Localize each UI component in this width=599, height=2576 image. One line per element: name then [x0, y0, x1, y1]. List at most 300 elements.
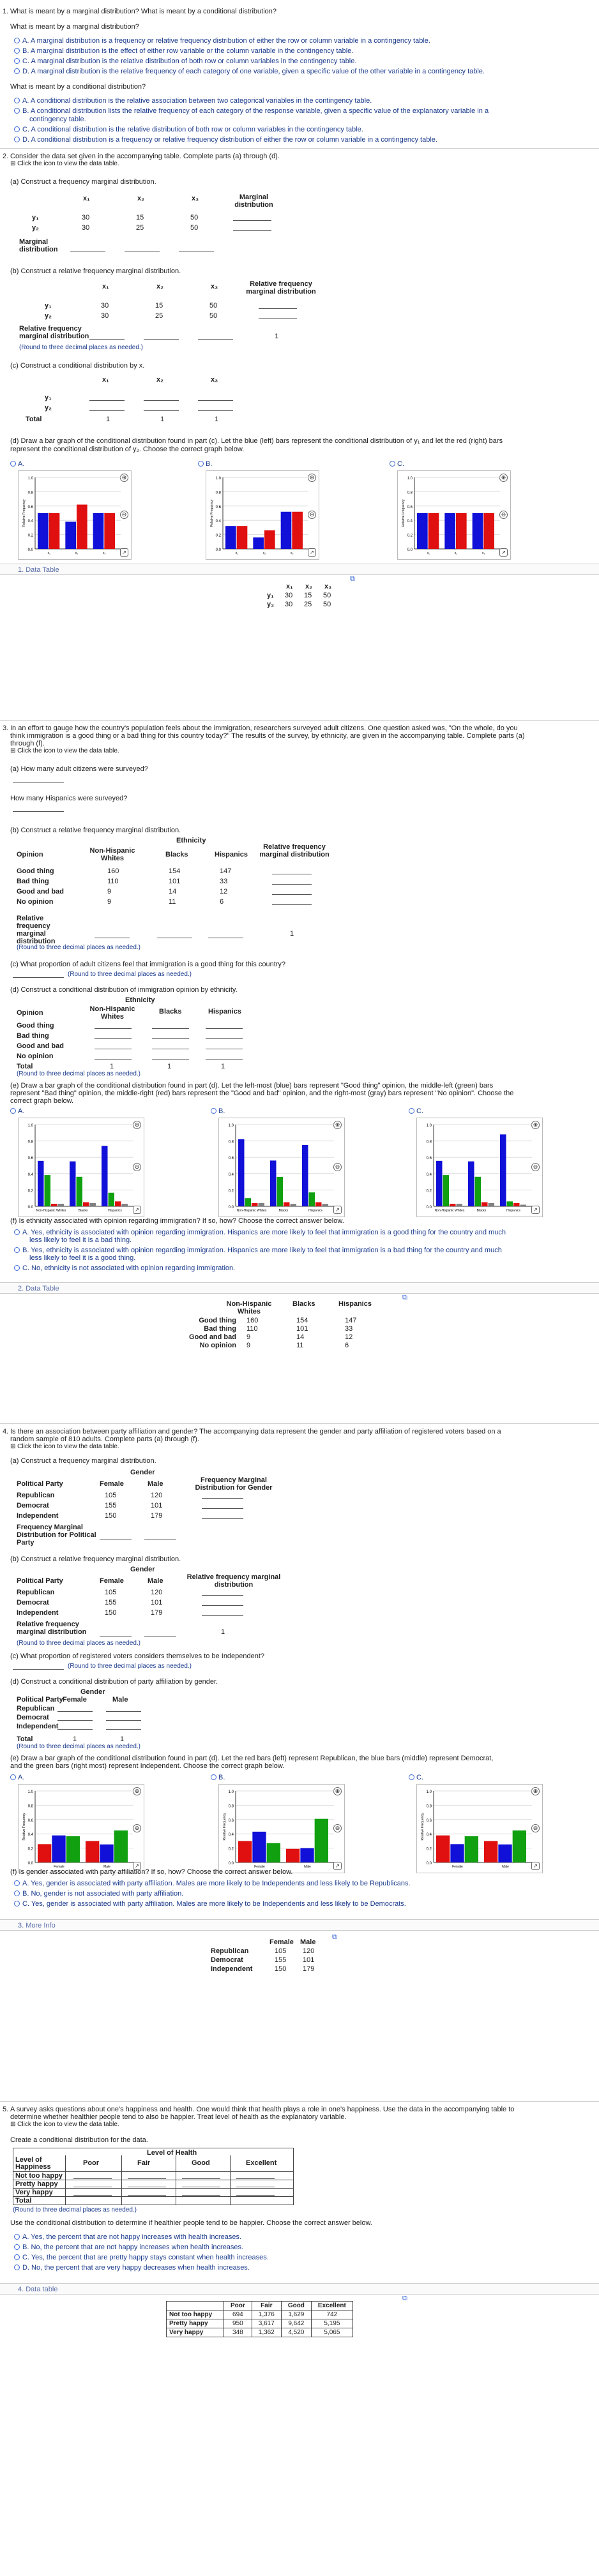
- answer-input[interactable]: [95, 1059, 132, 1060]
- answer-input[interactable]: [202, 1605, 243, 1606]
- answer-input[interactable]: [202, 1615, 243, 1616]
- option-1c[interactable]: [14, 57, 356, 65]
- bar: [77, 1177, 83, 1206]
- radio-icon[interactable]: [14, 38, 20, 43]
- bar-chart: [21, 1122, 142, 1218]
- answer-input[interactable]: [128, 2178, 166, 2179]
- data-table-link[interactable]: ⊞ Click the icon to view the data table.: [10, 160, 119, 167]
- cell: 5,065: [311, 2328, 353, 2337]
- row-header: Total: [17, 1735, 33, 1743]
- cell: 1,376: [252, 2310, 281, 2319]
- row-header: Good thing: [17, 867, 54, 875]
- radio-icon[interactable]: [14, 108, 20, 114]
- row-header: Relative frequency marginal distribution: [19, 325, 89, 340]
- y-tick-label: 1.0: [27, 1124, 33, 1128]
- conditional-table: [17, 1687, 183, 1751]
- data-table-link[interactable]: ⊞ Click the icon to view the data table.: [10, 2121, 119, 2128]
- cell: 11: [296, 1342, 304, 1349]
- answer-input[interactable]: [198, 400, 233, 401]
- x-tick-label: Blacks: [278, 1209, 289, 1213]
- y-tick-label: 1.0: [407, 477, 413, 481]
- part-d-label: (d) Draw a bar graph of the conditional distribution found in part (c). Let the blue (left) bars represent the conditional distribution of y₁ and let the red (right) bars: [10, 437, 503, 445]
- answer-input[interactable]: [233, 220, 271, 221]
- cell: 105: [275, 1947, 287, 1955]
- radio-icon[interactable]: [14, 68, 20, 74]
- external-link-icon[interactable]: ↗: [133, 1862, 141, 1870]
- option-2b[interactable]: [14, 107, 489, 115]
- x-tick-label: x₃: [291, 551, 294, 555]
- y-tick-label: 0.8: [426, 1804, 432, 1809]
- cell: 101: [169, 878, 181, 885]
- graph-option-radio[interactable]: [198, 460, 212, 468]
- zoom-in-icon[interactable]: ⊕: [531, 1121, 540, 1129]
- col-header: Female: [63, 1696, 87, 1704]
- external-link-icon[interactable]: ↗: [308, 548, 316, 557]
- bar: [65, 521, 76, 549]
- answer-input[interactable]: [144, 410, 179, 411]
- cell: 120: [151, 1589, 163, 1596]
- y-tick-label: 0.8: [27, 1804, 33, 1809]
- x-tick-label: x₃: [103, 551, 106, 555]
- external-link-icon[interactable]: ↗: [499, 548, 508, 557]
- bar: [292, 512, 303, 549]
- x-tick-label: x₂: [262, 551, 266, 555]
- option-label: A. Yes, ethnicity is associated with opinion regarding immigration. Hispanics are more likely to feel that immigration is a good thing for the country and much: [22, 1229, 506, 1236]
- question-header: Is there an association between party affiliation and gender? The accompanying data represent the gender and party affiliation of registered voters based on a: [10, 1428, 501, 1435]
- y-tick-label: 0.6: [27, 505, 33, 509]
- row-header: Good thing: [17, 1022, 54, 1030]
- answer-input[interactable]: [236, 2195, 275, 2196]
- col-header: Female: [269, 1938, 294, 1946]
- answer-input[interactable]: [89, 410, 125, 411]
- table-header-row: [167, 2302, 353, 2310]
- option-label: B. No, the percent that are not happy increases when health increases.: [22, 2243, 244, 2251]
- row-header: y₁: [32, 214, 39, 221]
- part-c-label: (c) What proportion of adult citizens feel that immigration is a good thing for this country?: [10, 961, 286, 968]
- y-tick-label: 1.0: [426, 1790, 432, 1794]
- table-icon: ⊞: [10, 747, 18, 754]
- option-1a[interactable]: [14, 37, 430, 45]
- answer-input[interactable]: [236, 2178, 275, 2179]
- radio-icon[interactable]: [14, 126, 20, 132]
- option-2d[interactable]: [14, 136, 437, 144]
- answer-input[interactable]: [106, 1720, 141, 1721]
- row-header: y₁: [45, 394, 52, 401]
- question-3: [0, 720, 599, 1422]
- answer-input[interactable]: [233, 230, 271, 231]
- option-f-c[interactable]: [14, 1264, 235, 1272]
- bar: [114, 1831, 128, 1862]
- answer-input[interactable]: [13, 782, 64, 783]
- cell: 50: [190, 214, 199, 221]
- option-d[interactable]: [14, 2264, 250, 2272]
- question-header: A survey asks questions about one's happiness and health. One would think that health plays a role in one's happiness. Use the data in the accompanying table to: [10, 2106, 515, 2113]
- answer-input[interactable]: [202, 1595, 243, 1596]
- bar: [104, 513, 115, 549]
- answer-input[interactable]: [95, 1028, 132, 1029]
- option-2a[interactable]: [14, 97, 372, 105]
- external-link-icon[interactable]: ↗: [133, 1206, 141, 1214]
- radio-icon[interactable]: [14, 1265, 20, 1271]
- zoom-in-icon[interactable]: ⊕: [499, 474, 508, 482]
- total-one: 1: [160, 416, 165, 423]
- col-header: Excellent: [311, 2302, 353, 2310]
- cell: 30: [82, 224, 90, 232]
- bar: [513, 1831, 526, 1862]
- bar: [498, 1845, 512, 1862]
- x-tick-label: Non-Hispanic Whites: [236, 1209, 267, 1213]
- answer-input[interactable]: [13, 977, 64, 978]
- answer-input[interactable]: [152, 1038, 189, 1039]
- cell: 105: [105, 1492, 117, 1499]
- question-header: Consider the data set given in the accompanying table. Complete parts (a) through (d).: [10, 153, 280, 160]
- option-label: A. Yes, gender is associated with party affiliation. Males are more likely to be Independents and less likely to be Republicans.: [22, 1880, 411, 1887]
- option-label: B. A marginal distribution is the effect of either row variable or the column variable in the contingency table.: [22, 47, 354, 55]
- answer-input[interactable]: [182, 2195, 220, 2196]
- radio-icon[interactable]: [14, 58, 20, 64]
- col-header: Excellent: [246, 2159, 277, 2167]
- radio-icon[interactable]: [14, 2234, 20, 2240]
- total-one: 1: [221, 1628, 225, 1636]
- answer-input[interactable]: [106, 1711, 141, 1712]
- y-tick-label: 0.4: [426, 1172, 432, 1177]
- data-table-header[interactable]: 4. Data table: [0, 2283, 599, 2295]
- zoom-out-icon[interactable]: ⊖: [531, 1163, 540, 1171]
- option-1b[interactable]: [14, 47, 353, 55]
- answer-input[interactable]: [144, 339, 179, 340]
- zoom-out-icon[interactable]: ⊖: [120, 511, 128, 519]
- zoom-in-icon[interactable]: ⊕: [120, 474, 128, 482]
- bar: [83, 1202, 89, 1206]
- bar: [253, 537, 264, 549]
- y-tick-label: 0.4: [27, 1172, 33, 1177]
- row-header: Good thing: [199, 1317, 236, 1324]
- answer-input[interactable]: [13, 1669, 64, 1670]
- row-header: Total: [26, 416, 42, 423]
- answer-input[interactable]: [73, 2178, 112, 2179]
- radio-icon[interactable]: [409, 1108, 414, 1114]
- bar: [484, 1841, 497, 1862]
- cell: 30: [101, 312, 109, 320]
- y-tick-label: 0.2: [27, 1847, 33, 1852]
- frequency-table: [17, 1467, 291, 1550]
- zoom-out-icon[interactable]: ⊖: [333, 1163, 342, 1171]
- radio-icon[interactable]: [14, 2265, 20, 2270]
- answer-input[interactable]: [202, 1518, 243, 1519]
- row-header: Relative frequency marginal distribution: [17, 1621, 87, 1636]
- expand-icon[interactable]: ⧉: [350, 575, 355, 583]
- answer-input[interactable]: [152, 1028, 189, 1029]
- answer-input[interactable]: [57, 1711, 93, 1712]
- bar: [473, 513, 483, 549]
- y-tick-label: 0.2: [228, 1847, 234, 1852]
- option-f-b[interactable]: [14, 1247, 502, 1254]
- answer-input[interactable]: [272, 904, 312, 905]
- bar: [291, 1204, 297, 1206]
- external-link-icon[interactable]: ↗: [531, 1862, 540, 1870]
- row-header: y₂: [267, 601, 275, 608]
- radio-icon[interactable]: [10, 1108, 16, 1114]
- bar: [450, 1844, 464, 1862]
- cell: 4,520: [281, 2328, 311, 2337]
- zoom-out-icon[interactable]: ⊖: [333, 1824, 342, 1832]
- graph-option-a: [10, 1107, 144, 1221]
- answer-input[interactable]: [152, 1059, 189, 1060]
- answer-input[interactable]: [206, 1059, 243, 1060]
- radio-icon[interactable]: [14, 98, 20, 103]
- part-b-label: (b) Construct a relative frequency marginal distribution.: [10, 267, 181, 275]
- row-header: Good and bad: [17, 888, 64, 895]
- question-2: [0, 148, 599, 670]
- row-header: Total: [15, 2197, 32, 2205]
- cell: 9,642: [281, 2319, 311, 2328]
- radio-icon[interactable]: [14, 1880, 20, 1886]
- option-f-a[interactable]: [14, 1880, 411, 1887]
- y-tick-label: 0.2: [426, 1189, 432, 1194]
- graph-option-radio[interactable]: [390, 460, 404, 468]
- graph-option-c: [409, 1774, 543, 1877]
- external-link-icon[interactable]: ↗: [531, 1206, 540, 1214]
- answer-input[interactable]: [57, 1729, 93, 1730]
- zoom-out-icon[interactable]: ⊖: [308, 511, 316, 519]
- total-one: 1: [275, 333, 279, 340]
- option-2b-continued: contingency table.: [29, 116, 86, 123]
- graph-option-radio[interactable]: [211, 1107, 225, 1115]
- option-label: C. A conditional distribution is the relative distribution of both row or column variables in the contingency table.: [22, 126, 363, 133]
- expand-icon[interactable]: ⧉: [402, 2295, 407, 2302]
- rounding-note: (Round to three decimal places as needed.): [17, 944, 141, 951]
- option-b[interactable]: [14, 2243, 243, 2251]
- zoom-in-icon[interactable]: ⊕: [133, 1121, 141, 1129]
- x-tick-label: Male: [502, 1865, 509, 1869]
- radio-icon[interactable]: [409, 1774, 414, 1780]
- answer-input[interactable]: [128, 2195, 166, 2196]
- answer-input[interactable]: [259, 308, 297, 309]
- radio-icon[interactable]: [14, 2254, 20, 2260]
- question-5: [0, 2101, 599, 2576]
- radio-icon[interactable]: [10, 461, 16, 467]
- expand-icon[interactable]: ⧉: [402, 1294, 407, 1301]
- data-table-link[interactable]: ⊞ Click the icon to view the data table.: [10, 747, 119, 754]
- graph-option-radio[interactable]: [10, 1107, 24, 1115]
- bar: [93, 513, 104, 549]
- expand-icon[interactable]: ⧉: [332, 1933, 337, 1941]
- answer-input[interactable]: [198, 410, 233, 411]
- zoom-in-icon[interactable]: ⊕: [333, 1121, 342, 1129]
- data-table-header[interactable]: 2. Data Table: [0, 1282, 599, 1294]
- data-table-link[interactable]: ⊞ Click the icon to view the data table.: [10, 1443, 119, 1450]
- data-table-header[interactable]: 1. Data Table: [0, 564, 599, 575]
- radio-icon[interactable]: [14, 1229, 20, 1235]
- answer-input[interactable]: [198, 339, 233, 340]
- option-label: D. No, the percent that are very happy decreases when health increases.: [22, 2264, 250, 2272]
- col-header: x₁: [286, 583, 293, 590]
- part-a-label: (a) Construct a frequency marginal distribution.: [10, 1457, 156, 1465]
- bar: [277, 1177, 284, 1206]
- bar: [436, 1161, 443, 1206]
- answer-input[interactable]: [89, 339, 125, 340]
- answer-input[interactable]: [206, 1028, 243, 1029]
- external-link-icon[interactable]: ↗: [333, 1862, 342, 1870]
- zoom-in-icon[interactable]: ⊕: [333, 1787, 342, 1795]
- row-header: Independent: [17, 1723, 59, 1730]
- answer-input[interactable]: [73, 2195, 112, 2196]
- answer-input[interactable]: [57, 1720, 93, 1721]
- bar: [225, 526, 236, 549]
- graph-option-c: [390, 460, 511, 564]
- option-f-c[interactable]: [14, 1900, 406, 1908]
- col-header: x₂: [305, 583, 313, 590]
- bar: [45, 1175, 51, 1206]
- col-header: x₂: [156, 376, 164, 384]
- radio-icon[interactable]: [14, 48, 20, 54]
- option-label: C.: [416, 1107, 423, 1115]
- zoom-out-icon[interactable]: ⊖: [133, 1163, 141, 1171]
- graph-option-radio[interactable]: [10, 1774, 24, 1781]
- option-label: B.: [206, 460, 213, 468]
- data-table-popup: [255, 575, 358, 622]
- rel-header: Relative frequency marginal distribution: [259, 843, 330, 858]
- graph-option-radio[interactable]: [409, 1774, 423, 1781]
- answer-input[interactable]: [206, 1038, 243, 1039]
- total-one: 1: [73, 1735, 77, 1743]
- radio-icon[interactable]: [14, 1891, 20, 1896]
- x-tick-label: Blacks: [476, 1209, 487, 1213]
- radio-icon[interactable]: [211, 1108, 216, 1114]
- y-tick-label: 0.8: [228, 1804, 234, 1809]
- y-tick-label: 0.2: [426, 1847, 432, 1852]
- prompt-marginal: What is meant by a marginal distribution?: [10, 23, 139, 31]
- radio-icon[interactable]: [14, 1901, 20, 1906]
- col-header: Fair: [252, 2302, 281, 2310]
- y-axis-label: Relative Frequency: [223, 1813, 227, 1841]
- bar-chart: [222, 1788, 343, 1874]
- zoom-in-icon[interactable]: ⊕: [133, 1787, 141, 1795]
- part-b-label: (b) Construct a relative frequency marginal distribution.: [10, 1555, 181, 1563]
- answer-input[interactable]: [182, 2178, 220, 2179]
- row-header: Good and bad: [189, 1333, 236, 1341]
- cell: 101: [151, 1599, 163, 1606]
- zoom-in-icon[interactable]: ⊕: [308, 474, 316, 482]
- answer-input[interactable]: [13, 811, 64, 812]
- more-info-header[interactable]: 3. More Info: [0, 1919, 599, 1931]
- zoom-out-icon[interactable]: ⊖: [499, 511, 508, 519]
- x-tick-label: x₂: [454, 551, 458, 555]
- option-1d[interactable]: [14, 68, 485, 75]
- radio-icon[interactable]: [14, 1247, 20, 1253]
- bar: [77, 505, 87, 549]
- gender-header: Gender: [130, 1469, 155, 1476]
- zoom-out-icon[interactable]: ⊖: [531, 1824, 540, 1832]
- y-tick-label: 0.4: [27, 520, 33, 524]
- graph-option-radio[interactable]: [211, 1774, 225, 1781]
- cell: 25: [136, 224, 144, 232]
- bar: [267, 1843, 280, 1862]
- data-table-popup: [211, 1933, 338, 1984]
- option-label: C.: [397, 460, 404, 468]
- x-tick-label: Male: [103, 1865, 110, 1869]
- party-header: Political Party: [17, 1480, 63, 1488]
- row-header: Bad thing: [17, 878, 49, 885]
- graph-option-radio[interactable]: [409, 1107, 423, 1115]
- chart-frame: [218, 1784, 345, 1873]
- y-tick-label: 0.4: [228, 1833, 234, 1838]
- option-label: C.: [416, 1774, 423, 1781]
- answer-input[interactable]: [272, 884, 312, 885]
- option-label: B. Yes, ethnicity is associated with opinion regarding immigration. Hispanics are more likely to feel that immigration is a bad thing for the country and much: [22, 1247, 502, 1254]
- bar: [102, 1146, 108, 1206]
- zoom-out-icon[interactable]: ⊖: [133, 1824, 141, 1832]
- radio-icon[interactable]: [14, 137, 20, 142]
- external-link-icon[interactable]: ↗: [333, 1206, 342, 1214]
- cell: 14: [296, 1333, 305, 1341]
- part-f-label: (f) Is ethnicity associated with opinion regarding immigration? If so, how? Choose the correct answer below.: [10, 1217, 344, 1225]
- y-tick-label: 0.6: [426, 1818, 432, 1823]
- radio-icon[interactable]: [198, 461, 204, 467]
- y-tick-label: 0.2: [228, 1189, 234, 1194]
- answer-input[interactable]: [259, 318, 297, 319]
- answer-input[interactable]: [202, 1508, 243, 1509]
- part-a-label: (a) How many adult citizens were surveyed?: [10, 765, 148, 773]
- corner-cell: [167, 2302, 224, 2310]
- y-tick-label: 0.6: [228, 1157, 234, 1161]
- answer-input[interactable]: [95, 1038, 132, 1039]
- radio-icon[interactable]: [14, 2244, 20, 2250]
- cell: 30: [101, 302, 109, 310]
- answer-input[interactable]: [89, 400, 125, 401]
- col-header: x₃: [192, 195, 199, 202]
- answer-input[interactable]: [272, 894, 312, 895]
- answer-input[interactable]: [106, 1729, 141, 1730]
- part-c-label: (c) What proportion of registered voters considers themselves to be Independent?: [10, 1652, 265, 1660]
- option-f-a[interactable]: [14, 1229, 506, 1236]
- row-header: Republican: [17, 1705, 55, 1712]
- option-2c[interactable]: [14, 126, 363, 133]
- graph-option-radio[interactable]: [10, 460, 24, 468]
- bar: [475, 1177, 481, 1206]
- bar: [465, 1836, 478, 1862]
- row-header: y₂: [32, 224, 40, 232]
- y-tick-label: 0.0: [228, 1206, 234, 1209]
- option-a[interactable]: [14, 2233, 241, 2241]
- option-c[interactable]: [14, 2254, 269, 2261]
- answer-input[interactable]: [144, 400, 179, 401]
- bar: [264, 530, 275, 549]
- bar: [468, 1162, 474, 1206]
- row-header: y₂: [45, 312, 52, 320]
- radio-icon[interactable]: [390, 461, 395, 467]
- bar: [281, 512, 292, 549]
- level-happy-header: Level of Happiness: [15, 2156, 51, 2171]
- col-header: Hispanics: [215, 851, 248, 858]
- zoom-in-icon[interactable]: ⊕: [531, 1787, 540, 1795]
- row-header: Good and bad: [17, 1042, 64, 1050]
- y-tick-label: 0.4: [228, 1172, 234, 1177]
- col-header: Male: [148, 1480, 163, 1488]
- radio-icon[interactable]: [10, 1774, 16, 1780]
- bar: [315, 1202, 322, 1206]
- y-tick-label: 0.6: [215, 505, 221, 509]
- y-axis-label: Relative Frequency: [402, 499, 406, 527]
- answer-input[interactable]: [202, 1498, 243, 1499]
- external-link-icon[interactable]: ↗: [120, 548, 128, 557]
- cell: 742: [311, 2310, 353, 2319]
- x-tick-label: x₂: [75, 551, 79, 555]
- radio-icon[interactable]: [211, 1774, 216, 1780]
- cell: 33: [345, 1325, 353, 1333]
- part-d-label-cont: represent the conditional distribution of y₂. Choose the correct graph below.: [10, 446, 245, 453]
- option-f-b[interactable]: [14, 1890, 183, 1898]
